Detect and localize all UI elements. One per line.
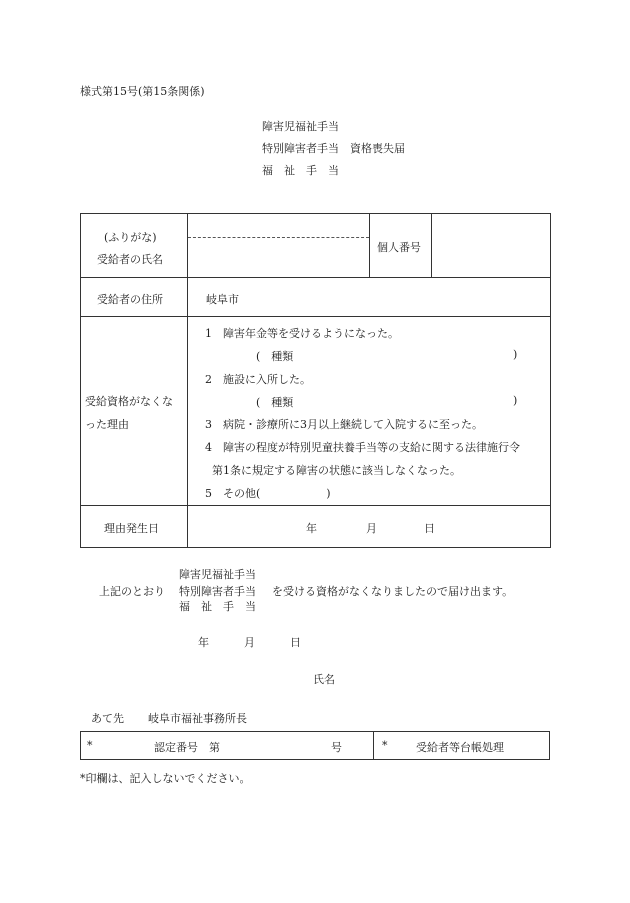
ledger-processing-label: 受給者等台帳処理	[416, 741, 504, 754]
applicant-name-field[interactable]	[340, 668, 540, 686]
title-line-2: 特別障害者手当 資格喪失届	[262, 142, 405, 155]
reason-date-day[interactable]: 日	[424, 522, 435, 535]
reason-1-type-open: ( 種類	[256, 350, 294, 363]
declaration-allowance-1: 障害児福祉手当	[179, 568, 256, 581]
declaration-prefix: 上記のとおり	[99, 585, 165, 598]
reason-date-year[interactable]: 年	[306, 522, 317, 535]
reason-5[interactable]: 5 その他( )	[205, 487, 331, 500]
reason-4-line-1[interactable]: 4 障害の程度が特別児童扶養手当等の支給に関する法律施行令	[205, 441, 520, 454]
applicant-name-label: 氏名	[313, 673, 335, 686]
footnote: *印欄は、記入しないでください。	[80, 772, 251, 785]
reason-4-line-2: 第1条に規定する障害の状態に該当しなくなった。	[212, 464, 461, 477]
recipient-name-field[interactable]	[189, 239, 367, 276]
certification-number-suffix: 号	[331, 741, 342, 754]
recipient-name-label: 受給者の氏名	[97, 253, 163, 266]
reason-2-type-close: )	[513, 394, 518, 407]
reason-1-type-close: )	[513, 348, 518, 361]
office-asterisk-1: *	[87, 739, 93, 752]
reason-date-label: 理由発生日	[104, 522, 159, 535]
declaration-suffix: を受ける資格がなくなりましたので届け出ます。	[272, 585, 514, 598]
certification-number-label: 認定番号 第	[154, 741, 220, 754]
declaration-allowance-2: 特別障害者手当	[179, 585, 256, 598]
submit-date-day[interactable]: 日	[290, 636, 301, 649]
reason-label-line-2: った理由	[85, 418, 129, 431]
individual-number-field[interactable]	[433, 215, 549, 276]
furigana-label: (ふりがな)	[104, 231, 157, 244]
address-label: 受給者の住所	[97, 293, 163, 306]
title-line-1: 障害児福祉手当	[262, 120, 339, 133]
reason-date-month[interactable]: 月	[366, 522, 377, 535]
addressee-label: あて先	[91, 712, 124, 725]
office-asterisk-2: *	[382, 739, 388, 752]
address-value[interactable]: 岐阜市	[206, 293, 239, 306]
submit-date-month[interactable]: 月	[244, 636, 255, 649]
reason-2-type-open: ( 種類	[256, 396, 294, 409]
title-line-3: 福 祉 手 当	[262, 164, 339, 177]
declaration-allowance-3: 福 祉 手 当	[179, 600, 256, 613]
reason-1[interactable]: 1 障害年金等を受けるようになった。	[205, 327, 399, 340]
reason-2[interactable]: 2 施設に入所した。	[205, 373, 311, 386]
furigana-field[interactable]	[189, 215, 367, 236]
form-number: 様式第15号(第15条関係)	[80, 85, 205, 98]
submit-date-year[interactable]: 年	[198, 636, 209, 649]
individual-number-label: 個人番号	[377, 241, 421, 254]
reason-3[interactable]: 3 病院・診療所に3月以上継続して入院するに至った。	[205, 418, 483, 431]
reason-label-line-1: 受給資格がなくな	[85, 395, 173, 408]
addressee-value: 岐阜市福祉事務所長	[148, 712, 247, 725]
